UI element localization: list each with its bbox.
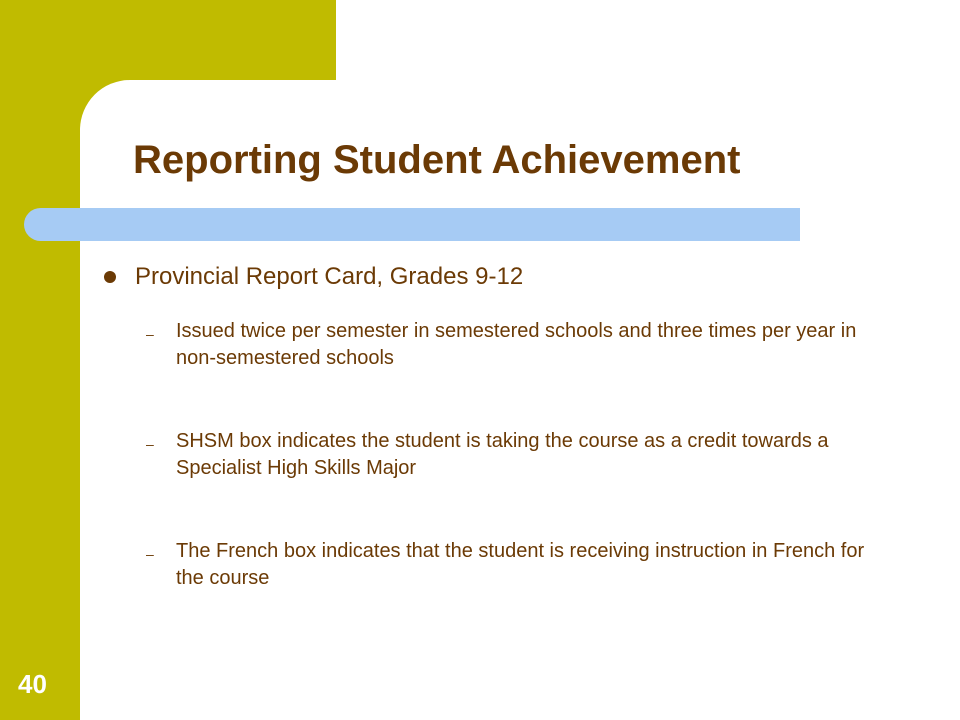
sub-item-text: The French box indicates that the student is receiving instruction in French for the course (176, 540, 865, 589)
sub-item (146, 428, 866, 482)
sub-item-text: SHSM box indicates the student is taking the course as a credit towards a Specialist High Skills Major (176, 430, 829, 479)
bullet-text: Provincial Report Card, Grades 9-12 (135, 263, 524, 290)
bullet-dot-icon (104, 271, 116, 283)
dash-icon: – (146, 436, 154, 452)
sub-item (146, 538, 866, 592)
dash-icon: – (146, 546, 154, 562)
dash-icon: – (146, 326, 154, 342)
sub-item (146, 318, 866, 372)
slide-number: 40 (18, 669, 47, 699)
left-sidebar-band (0, 0, 80, 720)
slide-title: Reporting Student Achievement (133, 138, 741, 182)
top-accent-band (80, 0, 336, 80)
bullet-item (104, 262, 523, 292)
title-underline-bar (24, 208, 800, 241)
sub-item-text: Issued twice per semester in semestered schools and three times per year in non-semestered schools (176, 320, 857, 369)
